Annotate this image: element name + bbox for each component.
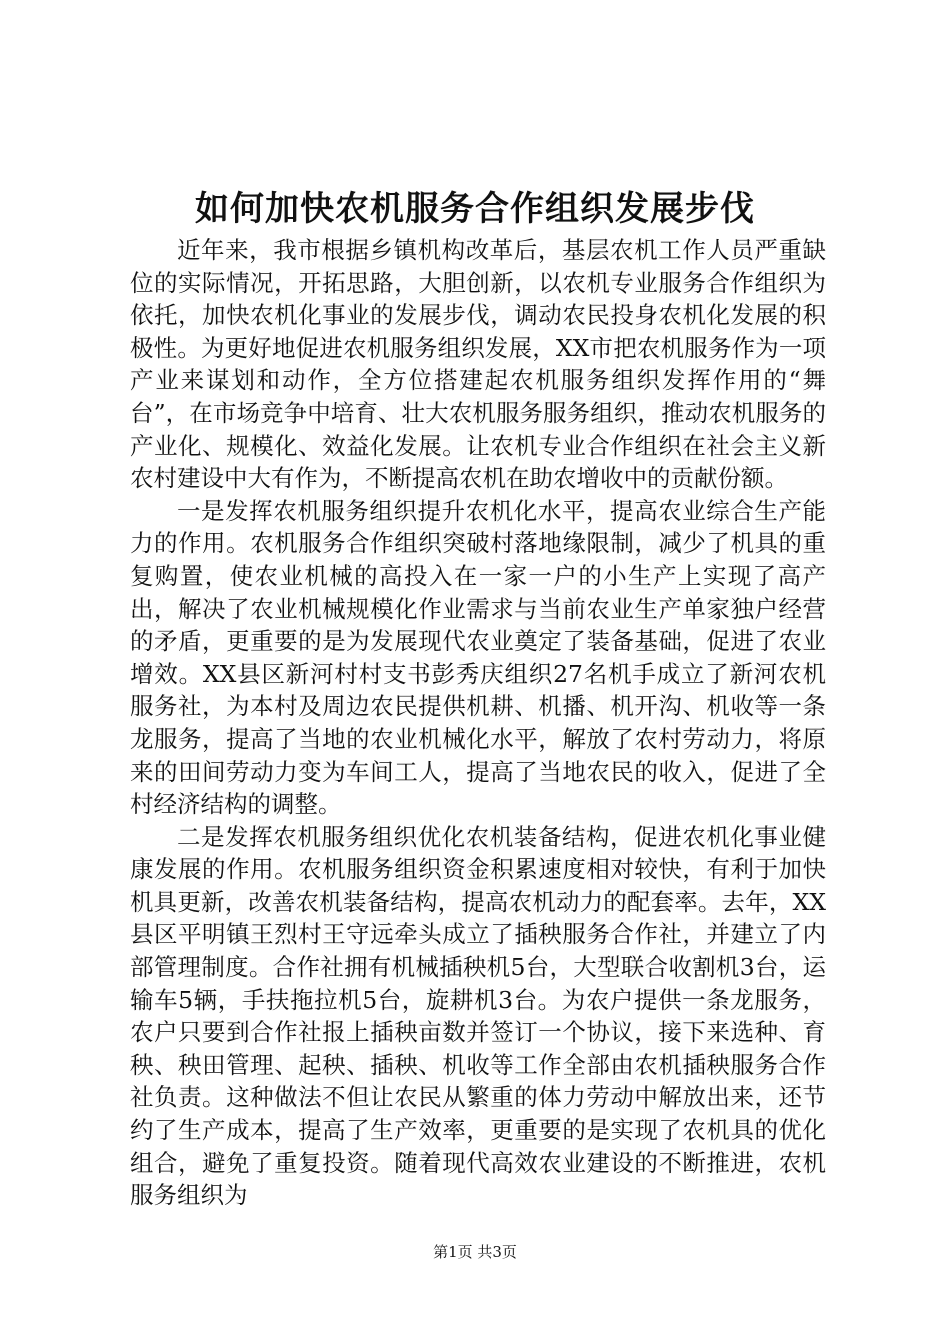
paragraph-point-one: 一是发挥农机服务组织提升农机化水平，提高农业综合生产能力的作用。农机服务合作组织突破村落地缘限制，减少了机具的重复购置，使农业机械的高投入在一家一户的小生产上实现了高产出，解决了农业机械规模化作业需求与当前农业生产单家独户经营的矛盾，更重要的是为发展现代农业奠定了装备基础，促进了农业增效。XX县区新河村村支书彭秀庆组织27名机手成立了新河农机服务社，为本村及周边农民提供机耕、机播、机开沟、机收等一条龙服务，提高了当地的农业机械化水平，解放了农村劳动力，将原来的田间劳动力变为车间工人，提高了当地农民的收入，促进了全村经济结构的调整。 xyxy=(130,496,826,819)
document-body xyxy=(130,234,826,1212)
paragraph-intro: 近年来，我市根据乡镇机构改革后，基层农机工作人员严重缺位的实际情况，开拓思路，大胆创新，以农机专业服务合作组织为依托，加快农机化事业的发展步伐，调动农民投身农机化发展的积极性。为更好地促进农机服务组织发展，XX市把农机服务作为一项产业来谋划和动作，全方位搭建起农机服务组织发挥作用的“舞台”，在市场竞争中培育、壮大农机服务服务组织，推动农机服务的产业化、规模化、效益化发展。让农机专业合作组织在社会主义新农村建设中大有作为，不断提高农机在助农增收中的贡献份额。 xyxy=(130,236,826,493)
document-title: 如何加快农机服务合作组织发展步伐 xyxy=(195,189,755,229)
paragraph-point-two: 二是发挥农机服务组织优化农机装备结构，促进农机化事业健康发展的作用。农机服务组织资金积累速度相对较快，有利于加快机具更新，改善农机装备结构，提高农机动力的配套率。去年，XX县区平明镇王烈村王守远牵头成立了插秧服务合作社，并建立了内部管理制度。合作社拥有机械插秧机5台，大型联合收割机3台，运输车5辆，手扶拖拉机5台，旋耕机3台。为农户提供一条龙服务，农户只要到合作社报上插秧亩数并签订一个协议，接下来选种、育秧、秧田管理、起秧、插秧、机收等工作全部由农机插秧服务合作社负责。这种做法不但让农民从繁重的体力劳动中解放出来，还节约了生产成本，提高了生产效率，更重要的是实现了农机具的优化组合，避免了重复投资。随着现代高效农业建设的不断推进，农机服务组织为 xyxy=(130,822,826,1210)
page-footer: 第1页 共3页 xyxy=(433,1243,517,1261)
